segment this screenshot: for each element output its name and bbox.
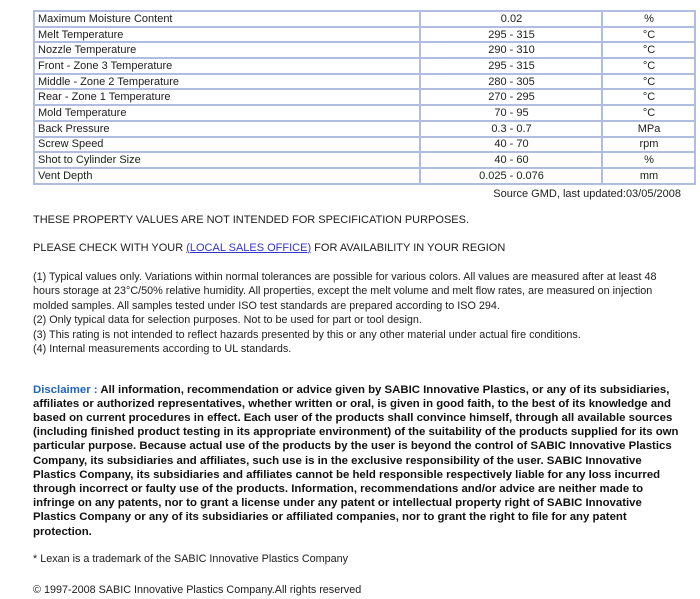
value-cell: 0.025 - 0.076 [420,168,602,184]
table-row [34,27,695,43]
property-cell: Shot to Cylinder Size [34,152,420,168]
unit-cell: °C [602,27,695,43]
value-cell: 40 - 60 [420,152,602,168]
footnotes [33,270,681,357]
source-note: Source GMD, last updated:03/05/2008 [493,187,681,200]
unit-cell: °C [602,105,695,121]
table-row [34,121,695,137]
disclaimer [33,383,681,539]
availability-suffix: FOR AVAILABILITY IN YOUR REGION [311,241,506,254]
value-cell: 270 - 295 [420,89,602,105]
disclaimer-label: Disclaimer : [33,383,98,396]
property-cell: Middle - Zone 2 Temperature [34,74,420,90]
table-row [34,152,695,168]
property-cell: Back Pressure [34,121,420,137]
unit-cell: MPa [602,121,695,137]
unit-cell: °C [602,74,695,90]
copyright-note: © 1997-2008 SABIC Innovative Plastics Company.All rights reserved [33,583,362,596]
availability-prefix: PLEASE CHECK WITH YOUR [33,241,187,254]
unit-cell: °C [602,58,695,74]
local-sales-office-link[interactable]: (LOCAL SALES OFFICE) [186,241,312,254]
value-cell: 0.3 - 0.7 [420,121,602,137]
table-row [34,58,695,74]
property-cell: Melt Temperature [34,27,420,43]
property-cell: Nozzle Temperature [34,42,420,58]
value-cell: 0.02 [420,11,602,27]
property-cell: Mold Temperature [34,105,420,121]
table-row [34,11,695,27]
property-cell: Maximum Moisture Content [34,11,420,27]
value-cell: 295 - 315 [420,58,602,74]
availability-statement [33,242,681,255]
footnote: (2) Only typical data for selection purposes. Not to be used for part or tool design. [33,314,422,327]
table-row [34,105,695,121]
table-row [34,89,695,105]
disclaimer-text: All information, recommendation or advice given by SABIC Innovative Plastics, or any of its subsidiaries, affiliates or authorized representatives, whether written or oral, is given in good faith, to the best of its knowledge and based on current procedures in effect. Each user of the products shall convince himself, through all available sources (including finished product testing in its appropriate environment) of the suitability of the products supplied for its own particular purpose. Because actual use of the products by the user is beyond the control of SABIC Innovative Plastics Company, its subsidiaries and affiliates, such use is in the exclusive responsibility of the user. SABIC Innovative Plastics Company, its subsidiaries and affiliates cannot be held responsible respectively liable for any loss incurred through incorrect or faulty use of the products. Information, recommendations and/or advice are neither made to infringe on any patents, nor to grant a license under any patent or intellectual property right of SABIC Innovative Plastics Company or any of its subsidiaries or affiliated companies, nor to grant the right to file for any patent protection. [33,383,679,538]
property-cell: Front - Zone 3 Temperature [34,58,420,74]
table-row [34,42,695,58]
specification-statement: THESE PROPERTY VALUES ARE NOT INTENDED FOR SPECIFICATION PURPOSES. [33,213,470,226]
table-row [34,74,695,90]
unit-cell: % [602,152,695,168]
value-cell: 70 - 95 [420,105,602,121]
table-row [34,137,695,153]
trademark-note: * Lexan is a trademark of the SABIC Innovative Plastics Company [33,552,349,565]
value-cell: 280 - 305 [420,74,602,90]
unit-cell: °C [602,42,695,58]
table-row [34,168,695,184]
unit-cell: mm [602,168,695,184]
unit-cell: % [602,11,695,27]
property-cell: Vent Depth [34,168,420,184]
value-cell: 295 - 315 [420,27,602,43]
value-cell: 40 - 70 [420,137,602,153]
unit-cell: °C [602,89,695,105]
footnote: (3) This rating is not intended to reflect hazards presented by this or any other material under actual fire conditions. [33,328,581,341]
footnote: (1) Typical values only. Variations within normal tolerances are possible for various colors. All values are measured after at least 48 hours storage at 23°C/50% relative humidity. All properties, except the melt volume and melt flow rates, are measured on injection molded samples. All samples tested under ISO test standards are prepared according to ISO 294. [33,270,657,312]
footnote: (4) Internal measurements according to UL standards. [33,343,292,356]
unit-cell: rpm [602,137,695,153]
property-cell: Rear - Zone 1 Temperature [34,89,420,105]
value-cell: 290 - 310 [420,42,602,58]
property-cell: Screw Speed [34,137,420,153]
properties-table [33,10,696,185]
